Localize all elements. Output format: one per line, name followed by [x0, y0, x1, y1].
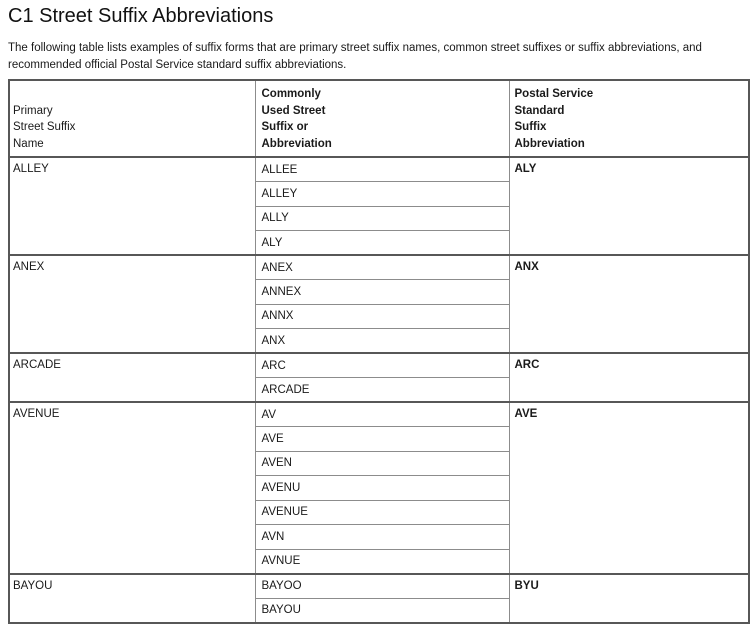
table-row [9, 353, 749, 378]
header-line: Name [13, 137, 44, 150]
variant-cell: ANNEX [255, 280, 509, 305]
intro-line-2: recommended official Postal Service standard suffix abbreviations. [8, 59, 347, 71]
header-line: Suffix [514, 121, 547, 133]
variant-cell: ALLY [255, 206, 509, 231]
variant-cell: ALLEE [255, 157, 509, 182]
table-body [9, 157, 749, 623]
variant-cell: AVENUE [255, 500, 509, 525]
header-primary-street-suffix-name [9, 80, 255, 157]
header-line: Standard [514, 104, 565, 117]
primary-suffix-cell: ARCADE [9, 353, 255, 402]
header-line: Street Suffix [13, 121, 76, 133]
header-line: Primary [13, 104, 53, 117]
header-line: Abbreviation [514, 137, 585, 150]
variant-cell: ALY [255, 231, 509, 256]
variant-cell: ARC [255, 353, 509, 378]
header-line: Abbreviation [261, 137, 332, 150]
variant-cell: ANEX [255, 255, 509, 280]
intro-text [8, 40, 748, 74]
standard-abbreviation-cell: ALY [509, 157, 749, 255]
street-suffix-table [8, 79, 750, 624]
variant-cell: AV [255, 402, 509, 427]
primary-suffix-cell: AVENUE [9, 402, 255, 574]
standard-abbreviation-cell: ARC [509, 353, 749, 402]
variant-cell: ANX [255, 329, 509, 354]
standard-abbreviation-cell: AVE [509, 402, 749, 574]
table-row [9, 574, 749, 599]
primary-suffix-cell: ANEX [9, 255, 255, 353]
variant-cell: AVN [255, 525, 509, 550]
variant-cell: AVENU [255, 476, 509, 501]
intro-line-1: The following table lists examples of suffix forms that are primary street suffix names, common street suffixes or suffix abbreviations, and [8, 42, 702, 54]
header-line: Used Street [261, 104, 326, 117]
table-header-row [9, 80, 749, 157]
document-page [8, 5, 748, 624]
table-row [9, 402, 749, 427]
table-row [9, 255, 749, 280]
header-line: Commonly [261, 88, 321, 100]
header-line: Suffix or [261, 121, 309, 133]
variant-cell: BAYOO [255, 574, 509, 599]
variant-cell: ANNX [255, 304, 509, 329]
table-row [9, 157, 749, 182]
header-line: Postal Service [514, 88, 594, 100]
variant-cell: AVEN [255, 451, 509, 476]
header-commonly-used-suffix [255, 80, 509, 157]
page-title: C1 Street Suffix Abbreviations [8, 5, 274, 27]
variant-cell: ALLEY [255, 182, 509, 207]
variant-cell: AVE [255, 427, 509, 452]
primary-suffix-cell: BAYOU [9, 574, 255, 623]
standard-abbreviation-cell: ANX [509, 255, 749, 353]
variant-cell: AVNUE [255, 549, 509, 574]
primary-suffix-cell: ALLEY [9, 157, 255, 255]
variant-cell: BAYOU [255, 598, 509, 623]
header-postal-service-standard [509, 80, 749, 157]
standard-abbreviation-cell: BYU [509, 574, 749, 623]
variant-cell: ARCADE [255, 378, 509, 403]
